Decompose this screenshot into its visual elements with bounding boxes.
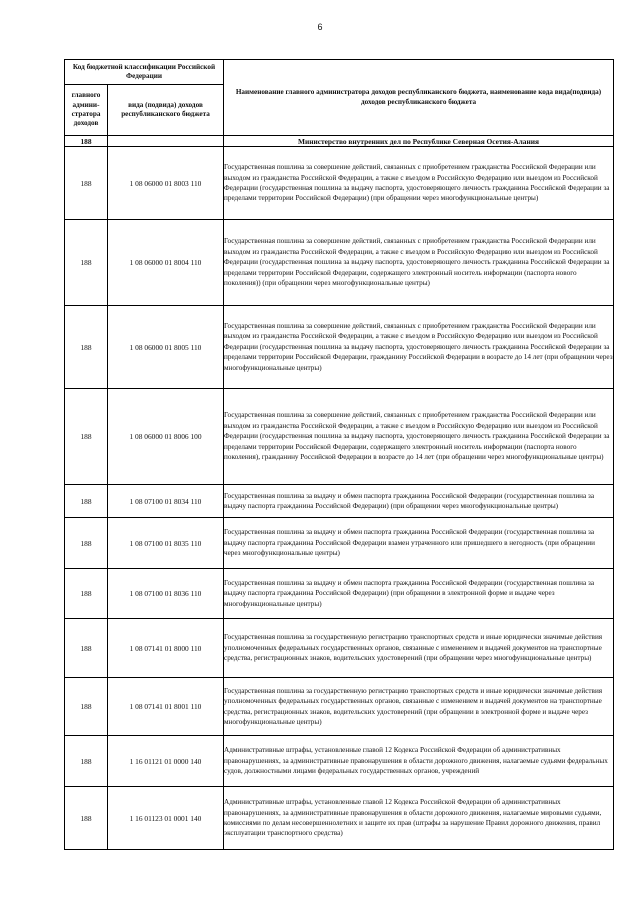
- income-code-cell: 1 16 01123 01 0001 140: [108, 787, 224, 850]
- table-row: [65, 220, 614, 306]
- table-row: [65, 389, 614, 485]
- income-code-cell: 1 08 07100 01 8034 110: [108, 485, 224, 518]
- income-code-cell: 1 08 06000 01 8003 110: [108, 147, 224, 220]
- admin-code-cell: 188: [65, 147, 108, 220]
- income-name-cell: Государственная пошлина за выдачу и обмен паспорта гражданина Российской Федерации (государственная пошлина за выдачу паспорта гражданина Российской Федерации) (при обращении через многофункциональные центры): [224, 485, 614, 518]
- income-name-cell: Государственная пошлина за государственную регистрацию транспортных средств и иные юридически значимые действия уполномоченных федеральных государственных органов, связанные с изменением и выдачей документов на транспортные средства, регистрационных знаков, водительских удостоверений (при обращении в электронной форме и выдаче через многофункциональные центры): [224, 678, 614, 736]
- income-code-cell: 1 08 07100 01 8035 110: [108, 518, 224, 569]
- income-code-cell: 1 16 01121 01 0000 140: [108, 736, 224, 787]
- budget-classification-table: [64, 59, 614, 850]
- table-row: [65, 147, 614, 220]
- ministry-name: Министерство внутренних дел по Республике Северная Осетия-Алания: [224, 136, 614, 147]
- admin-code-cell: 188: [65, 220, 108, 306]
- admin-code-cell: 188: [65, 485, 108, 518]
- table-row: [65, 619, 614, 678]
- income-name-cell: Государственная пошлина за совершение действий, связанных с приобретением гражданства Российской Федерации или выходом из гражданства Российской Федерации, а также с въездом в Российскую Федерацию или выездом из Российской Федерации (государственная пошлина за выдачу паспорта, удостоверяющего личность гражданина Российской Федерации за пределами территории Российской Федерации) (при обращении через многофункциональные центры): [224, 147, 614, 220]
- income-name-cell: Государственная пошлина за совершение действий, связанных с приобретением гражданства Российской Федерации или выходом из гражданства Российской Федерации, а также с въездом в Российскую Федерацию или выездом из Российской Федерации (государственная пошлина за выдачу паспорта, удостоверяющего личность гражданина Российской Федерации за пределами территории Российской Федерации, содержащего электронный носитель информации (паспорта нового поколения)) (при обращении через многофункциональные центры): [224, 220, 614, 306]
- ministry-admin-code: 188: [65, 136, 108, 147]
- admin-code-cell: 188: [65, 678, 108, 736]
- name-column-header: Наименование главного администратора доходов республиканского бюджета, наименование кода вида(подвида) доходов республиканского бюджета: [224, 60, 614, 136]
- income-code-cell: 1 08 06000 01 8004 110: [108, 220, 224, 306]
- income-name-cell: Административные штрафы, установленные главой 12 Кодекса Российской Федерации об административных правонарушениях, за административные правонарушения в области дорожного движения, налагаемые мировыми судьями, комиссиями по делам несовершеннолетних и защите их прав (штрафы за нарушение Правил дорожного движения, правил эксплуатации транспортного средства): [224, 787, 614, 850]
- income-name-cell: Государственная пошлина за совершение действий, связанных с приобретением гражданства Российской Федерации или выходом из гражданства Российской Федерации, а также с въездом в Российскую Федерацию или выездом из Российской Федерации (государственная пошлина за выдачу паспорта, удостоверяющего личность гражданина Российской Федерации за пределами территории Российской Федерации, гражданину Российской Федерации в возрасте до 14 лет (при обращении через многофункциональные центры): [224, 306, 614, 389]
- classification-group-header: Код бюджетной классификации Российской Федерации: [65, 60, 224, 85]
- income-code-cell: 1 08 06000 01 8005 110: [108, 306, 224, 389]
- ministry-income-code: [108, 136, 224, 147]
- admin-code-cell: 188: [65, 306, 108, 389]
- table-row: [65, 678, 614, 736]
- table-row: [65, 306, 614, 389]
- admin-column-header: главного админи-стратора доходов: [65, 85, 108, 136]
- admin-code-cell: 188: [65, 518, 108, 569]
- code-column-header: вида (подвида) доходов республиканского бюджета: [108, 85, 224, 136]
- income-code-cell: 1 08 06000 01 8006 100: [108, 389, 224, 485]
- admin-code-cell: 188: [65, 787, 108, 850]
- page-number: 6: [317, 22, 323, 32]
- income-code-cell: 1 08 07100 01 8036 110: [108, 569, 224, 619]
- admin-code-cell: 188: [65, 569, 108, 619]
- income-code-cell: 1 08 07141 01 8000 110: [108, 619, 224, 678]
- table-row: [65, 569, 614, 619]
- admin-code-cell: 188: [65, 736, 108, 787]
- admin-code-cell: 188: [65, 389, 108, 485]
- ministry-row: [65, 136, 614, 147]
- income-code-cell: 1 08 07141 01 8001 110: [108, 678, 224, 736]
- table-row: [65, 736, 614, 787]
- table-row: [65, 518, 614, 569]
- income-name-cell: Государственная пошлина за государственную регистрацию транспортных средств и иные юридически значимые действия уполномоченных федеральных государственных органов, связанные с изменением и выдачей документов на транспортные средства, регистрационных знаков, водительских удостоверений (при обращении через многофункциональные центры): [224, 619, 614, 678]
- table-row: [65, 787, 614, 850]
- income-name-cell: Государственная пошлина за выдачу и обмен паспорта гражданина Российской Федерации (государственная пошлина за выдачу паспорта гражданина Российской Федерации взамен утраченного или пришедшего в негодность (при обращении через многофункциональные центры): [224, 518, 614, 569]
- income-name-cell: Государственная пошлина за совершение действий, связанных с приобретением гражданства Российской Федерации или выходом из гражданства Российской Федерации, а также с въездом в Российскую Федерацию или выездом из Российской Федерации (государственная пошлина за выдачу паспорта, удостоверяющего личность гражданина Российской Федерации за пределами территории Российской Федерации, содержащего электронный носитель информации (паспорта нового поколения), гражданину Российской Федерации в возрасте до 14 лет (при обращении через многофункциональные центры): [224, 389, 614, 485]
- income-name-cell: Административные штрафы, установленные главой 12 Кодекса Российской Федерации об административных правонарушениях, за административные правонарушения в области дорожного движения, налагаемые судьями федеральных судов, должностными лицами федеральных государственных органов, учреждений: [224, 736, 614, 787]
- income-name-cell: Государственная пошлина за выдачу и обмен паспорта гражданина Российской Федерации (государственная пошлина за выдачу паспорта гражданина Российской Федерации) (при обращении в электронной форме и выдаче через многофункциональные центры): [224, 569, 614, 619]
- table-row: [65, 485, 614, 518]
- admin-code-cell: 188: [65, 619, 108, 678]
